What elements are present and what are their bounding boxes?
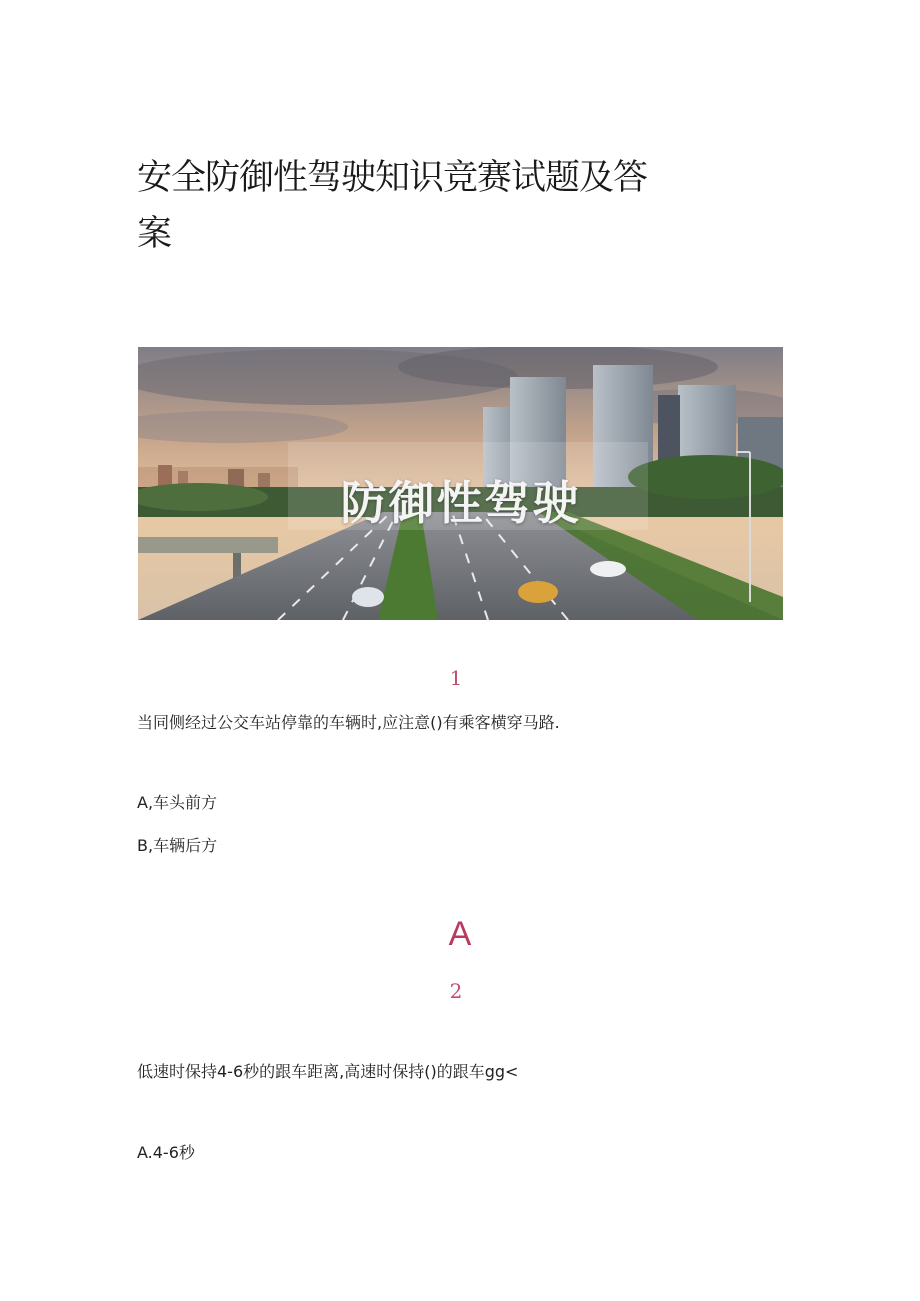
option-a: A.4-6秒 [137,1143,195,1162]
option-a: A,车头前方 [137,793,218,812]
option-b: B,车辆后方 [137,836,218,855]
banner-image [138,347,783,620]
question-text: 低速时保持4-6秒的跟车距离,高速时保持()的跟车gg< [137,1062,519,1081]
question-number: 1 [449,666,463,690]
document-title: 安全防御性驾驶知识竞赛试题及答案 [137,158,648,254]
banner-title: 防御性驾驶 [340,476,581,530]
answer-label: A [448,915,472,953]
question-text: 当同侧经过公交车站停靠的车辆时,应注意()有乘客横穿马路. [137,713,560,732]
question-number: 2 [449,979,463,1003]
